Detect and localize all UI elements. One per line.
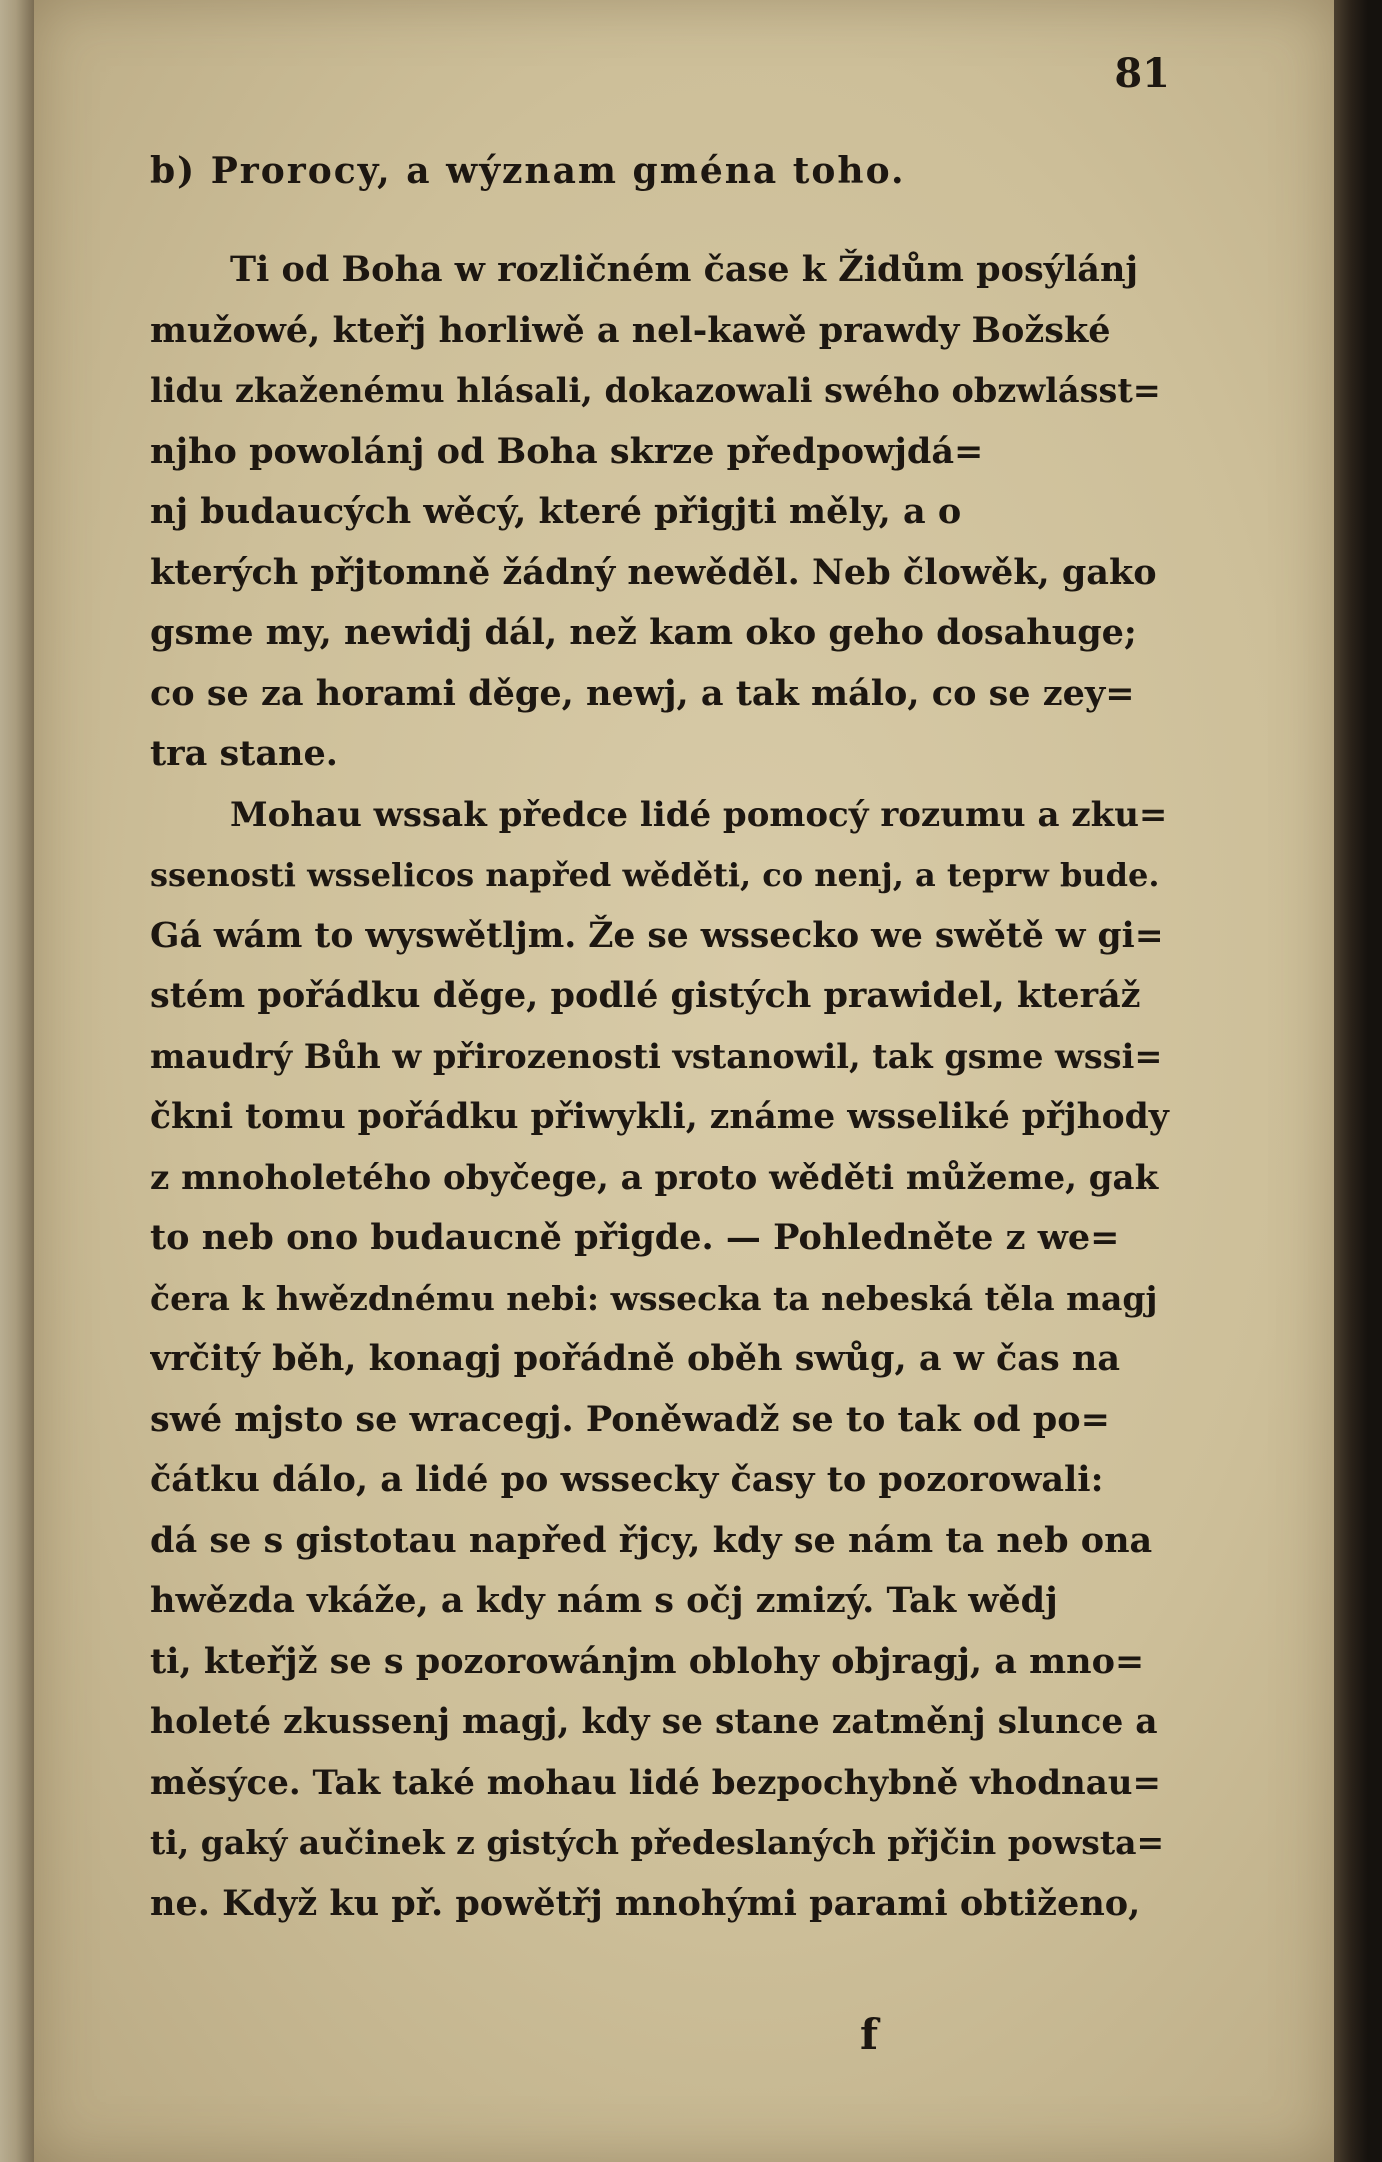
text-line: kterých přjtomně žádný newěděl. Neb člowěk, gako [150, 551, 1157, 593]
text-line: co se za horami děge, newj, a tak málo, co se zey= [150, 672, 1135, 714]
text-line: hwězda vkáže, a kdy nám s očj zmizý. Tak wědj [150, 1580, 1058, 1621]
text-line: mužowé, kteřj horliwě a nel-kawě prawdy Božské [150, 309, 1111, 351]
text-line: lidu zkaženému hlásali, dokazowali swého obzwlásst= [150, 371, 1161, 410]
text-line: ti, kteřjž se s pozorowánjm oblohy objragj, a mno= [150, 1640, 1145, 1682]
text-line: Mohau wssak předce lidé pomocý rozumu a zku= [230, 794, 1168, 835]
text-line: vrčitý běh, konagj pořádně oběh swůg, a w čas na [150, 1338, 1121, 1379]
text-line: njho powolánj od Boha skrze předpowjdá= [150, 430, 984, 472]
text-line: ne. Když ku př. powětřj mnohými parami obtiženo, [150, 1882, 1141, 1924]
text-line: swé mjsto se wracegj. Poněwadž se to tak od po= [150, 1398, 1110, 1440]
text-line: ti, gaký aučinek z gistých předeslaných přjčin powsta= [150, 1823, 1165, 1862]
signature-mark: f [860, 2010, 879, 2059]
text-line: z mnoholetého obyčege, a proto wěděti můžeme, gak [150, 1157, 1159, 1198]
text-line: to neb ono budaucně přigde. — Pohledněte z we= [150, 1217, 1120, 1258]
text-line: ssenosti wsselicos napřed wěděti, co nenj, a teprw bude. [150, 856, 1160, 894]
page-content [150, 50, 1170, 2100]
text-line: měsýce. Tak také mohau lidé bezpochybně vhodnau= [150, 1762, 1161, 1803]
text-line: dá se s gistotau napřed řjcy, kdy se nám ta neb ona [150, 1519, 1153, 1561]
section-heading: b) Prorocy, a wýznam gména toho. [150, 150, 906, 192]
text-line: maudrý Bůh w přirozenosti vstanowil, tak gsme wssi= [150, 1036, 1163, 1076]
text-line: holeté zkussenj magj, kdy se stane zatměnj slunce a [150, 1702, 1158, 1742]
text-line: nj budaucých wěcý, které přigjti měly, a o [150, 491, 962, 532]
text-line: tra stane. [150, 733, 338, 774]
text-line: čátku dálo, a lidé po wssecky časy to pozorowali: [150, 1459, 1104, 1500]
page-number: 81 [1114, 50, 1170, 97]
text-line: čera k hwězdnému nebi: wssecka ta nebeská těla magj [150, 1278, 1158, 1318]
text-line: Gá wám to wyswětljm. Že se wssecko we swětě w gi= [150, 915, 1164, 956]
page-edge-shadow [1334, 0, 1368, 2162]
text-line: Ti od Boha w rozličném čase k Židům posýlánj [230, 249, 1139, 290]
text-line: čkni tomu pořádku přiwykli, známe wsseliké přjhody [150, 1097, 1169, 1137]
text-line: gsme my, newidj dál, než kam oko geho dosahuge; [150, 612, 1137, 653]
text-line: stém pořádku děge, podlé gistých prawidel, kteráž [150, 975, 1141, 1016]
body-text [150, 240, 1170, 1934]
